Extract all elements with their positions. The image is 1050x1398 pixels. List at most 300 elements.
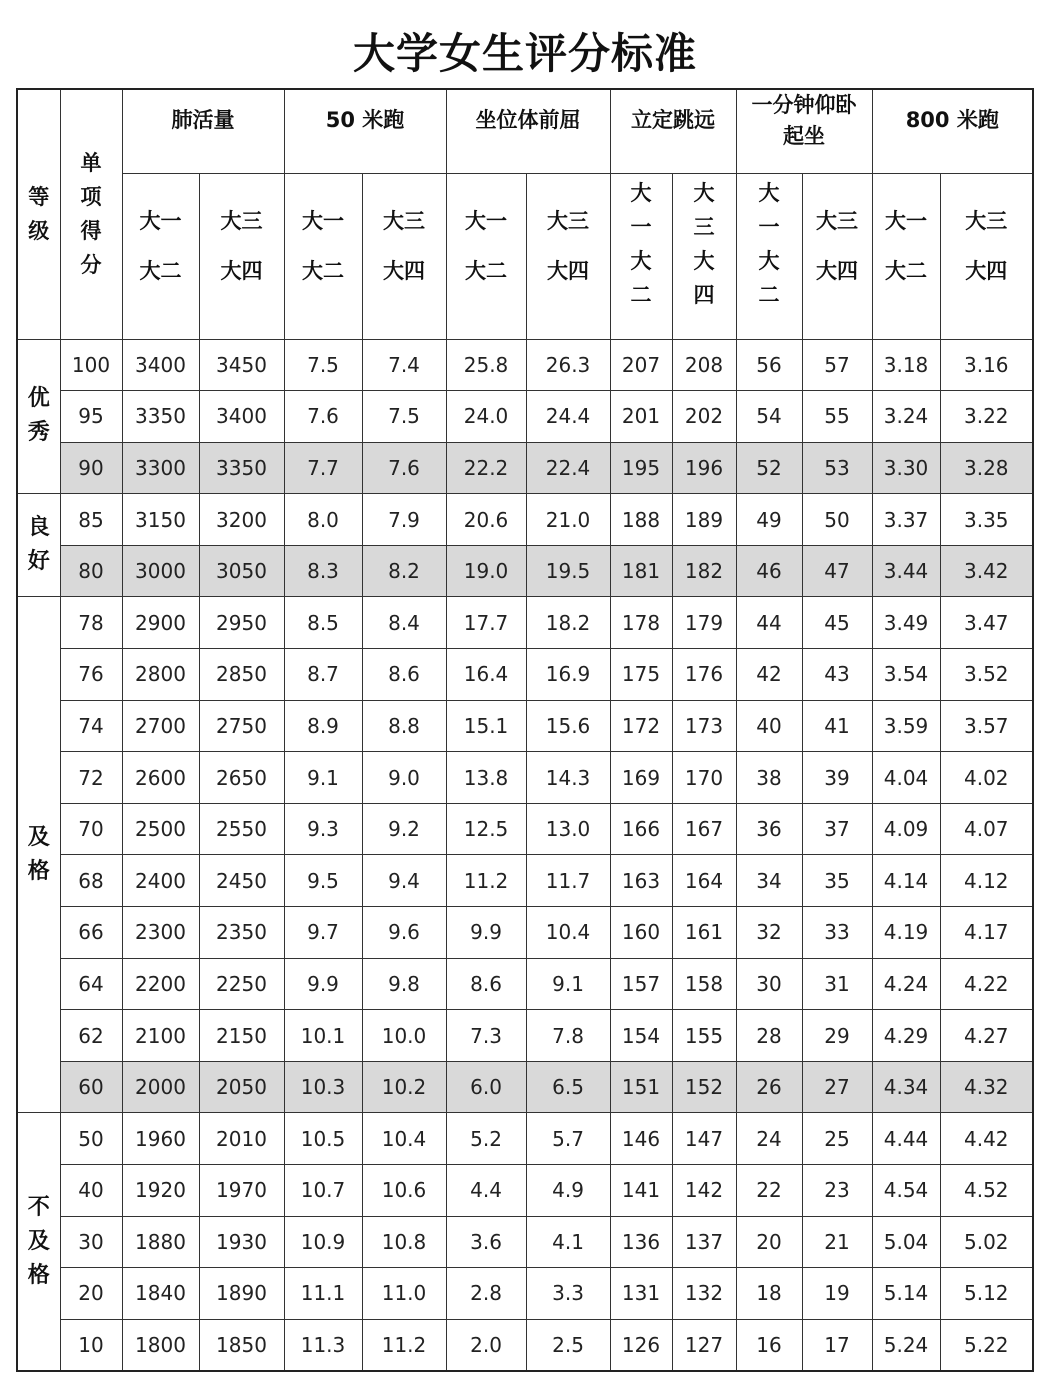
table-cell: 3.16	[940, 339, 1033, 391]
table-cell: 5.24	[872, 1319, 940, 1371]
table-cell: 127	[672, 1319, 736, 1371]
score-cell: 62	[60, 1010, 122, 1062]
grade-fail: 不 及 格	[17, 1113, 60, 1371]
table-row	[17, 597, 1033, 649]
table-cell: 3.24	[872, 391, 940, 443]
table-cell: 152	[672, 1061, 736, 1113]
table-cell: 8.9	[284, 700, 362, 752]
table-cell: 9.9	[446, 907, 526, 959]
table-cell: 1890	[199, 1268, 284, 1320]
table-cell: 3.52	[940, 649, 1033, 701]
table-cell: 3.57	[940, 700, 1033, 752]
subheader-year12: 大一 大二	[284, 173, 362, 339]
table-cell: 30	[736, 958, 802, 1010]
table-cell: 146	[610, 1113, 672, 1165]
table-cell: 53	[802, 442, 872, 494]
table-cell: 32	[736, 907, 802, 959]
subheader-row	[17, 173, 1033, 339]
table-cell: 3.42	[940, 545, 1033, 597]
table-cell: 9.2	[362, 803, 446, 855]
table-cell: 169	[610, 752, 672, 804]
table-cell: 161	[672, 907, 736, 959]
table-cell: 41	[802, 700, 872, 752]
table-cell: 16.9	[526, 649, 610, 701]
table-cell: 49	[736, 494, 802, 546]
table-cell: 136	[610, 1216, 672, 1268]
table-cell: 142	[672, 1165, 736, 1217]
table-cell: 3400	[199, 391, 284, 443]
table-cell: 25	[802, 1113, 872, 1165]
table-cell: 202	[672, 391, 736, 443]
table-cell: 3.35	[940, 494, 1033, 546]
table-row	[17, 1319, 1033, 1371]
scoring-table	[16, 88, 1034, 1372]
table-cell: 9.9	[284, 958, 362, 1010]
table-cell: 7.5	[362, 391, 446, 443]
table-cell: 3.22	[940, 391, 1033, 443]
table-cell: 201	[610, 391, 672, 443]
table-row	[17, 855, 1033, 907]
table-cell: 45	[802, 597, 872, 649]
table-cell: 12.5	[446, 803, 526, 855]
table-cell: 11.1	[284, 1268, 362, 1320]
table-row	[17, 752, 1033, 804]
subheader-year34: 大三 大四	[802, 173, 872, 339]
table-cell: 1970	[199, 1165, 284, 1217]
score-cell: 70	[60, 803, 122, 855]
table-cell: 16	[736, 1319, 802, 1371]
table-cell: 7.4	[362, 339, 446, 391]
table-cell: 4.4	[446, 1165, 526, 1217]
table-cell: 47	[802, 545, 872, 597]
table-cell: 195	[610, 442, 672, 494]
table-cell: 141	[610, 1165, 672, 1217]
table-cell: 189	[672, 494, 736, 546]
header-lung-capacity: 肺活量	[122, 89, 284, 173]
table-row	[17, 1268, 1033, 1320]
table-cell: 7.6	[362, 442, 446, 494]
table-cell: 55	[802, 391, 872, 443]
table-cell: 131	[610, 1268, 672, 1320]
table-cell: 5.7	[526, 1113, 610, 1165]
table-cell: 4.34	[872, 1061, 940, 1113]
table-cell: 22	[736, 1165, 802, 1217]
header-situps: 一分钟仰卧 起坐	[736, 89, 872, 173]
table-row	[17, 1061, 1033, 1113]
table-cell: 157	[610, 958, 672, 1010]
table-cell: 56	[736, 339, 802, 391]
table-cell: 2650	[199, 752, 284, 804]
table-row	[17, 339, 1033, 391]
table-cell: 6.5	[526, 1061, 610, 1113]
table-cell: 137	[672, 1216, 736, 1268]
table-cell: 43	[802, 649, 872, 701]
table-row	[17, 442, 1033, 494]
table-cell: 7.9	[362, 494, 446, 546]
table-cell: 7.8	[526, 1010, 610, 1062]
table-cell: 9.6	[362, 907, 446, 959]
table-cell: 176	[672, 649, 736, 701]
table-cell: 39	[802, 752, 872, 804]
table-cell: 2600	[122, 752, 199, 804]
table-cell: 4.07	[940, 803, 1033, 855]
subheader-year34: 大三 大四	[362, 173, 446, 339]
table-cell: 3400	[122, 339, 199, 391]
table-cell: 3.54	[872, 649, 940, 701]
table-cell: 2100	[122, 1010, 199, 1062]
score-cell: 85	[60, 494, 122, 546]
table-cell: 33	[802, 907, 872, 959]
table-cell: 9.1	[526, 958, 610, 1010]
table-cell: 178	[610, 597, 672, 649]
table-row	[17, 391, 1033, 443]
table-cell: 9.8	[362, 958, 446, 1010]
table-cell: 14.3	[526, 752, 610, 804]
table-cell: 3.18	[872, 339, 940, 391]
table-cell: 5.14	[872, 1268, 940, 1320]
table-cell: 24.0	[446, 391, 526, 443]
table-cell: 16.4	[446, 649, 526, 701]
header-score: 单 项 得 分	[60, 89, 122, 339]
table-cell: 126	[610, 1319, 672, 1371]
subheader-year34: 大三 大四	[199, 173, 284, 339]
table-row	[17, 907, 1033, 959]
table-cell: 10.4	[362, 1113, 446, 1165]
table-cell: 155	[672, 1010, 736, 1062]
table-cell: 8.8	[362, 700, 446, 752]
table-cell: 36	[736, 803, 802, 855]
table-cell: 21	[802, 1216, 872, 1268]
table-cell: 151	[610, 1061, 672, 1113]
subheader-year12-vertical: 大 一 大 二	[736, 173, 802, 339]
table-cell: 9.1	[284, 752, 362, 804]
table-cell: 5.2	[446, 1113, 526, 1165]
score-cell: 66	[60, 907, 122, 959]
header-grade: 等 级	[17, 89, 60, 339]
table-cell: 57	[802, 339, 872, 391]
table-cell: 3200	[199, 494, 284, 546]
table-cell: 4.32	[940, 1061, 1033, 1113]
table-cell: 4.04	[872, 752, 940, 804]
score-cell: 30	[60, 1216, 122, 1268]
table-cell: 11.7	[526, 855, 610, 907]
table-cell: 2500	[122, 803, 199, 855]
table-cell: 7.5	[284, 339, 362, 391]
table-cell: 3350	[122, 391, 199, 443]
table-cell: 29	[802, 1010, 872, 1062]
table-cell: 5.22	[940, 1319, 1033, 1371]
table-cell: 2300	[122, 907, 199, 959]
table-cell: 4.12	[940, 855, 1033, 907]
table-cell: 21.0	[526, 494, 610, 546]
table-cell: 2050	[199, 1061, 284, 1113]
table-row	[17, 1113, 1033, 1165]
table-cell: 10.5	[284, 1113, 362, 1165]
table-cell: 2350	[199, 907, 284, 959]
table-cell: 54	[736, 391, 802, 443]
table-cell: 9.3	[284, 803, 362, 855]
table-cell: 10.9	[284, 1216, 362, 1268]
table-cell: 10.0	[362, 1010, 446, 1062]
table-cell: 2.5	[526, 1319, 610, 1371]
table-cell: 1930	[199, 1216, 284, 1268]
table-cell: 20	[736, 1216, 802, 1268]
table-body	[17, 339, 1033, 1371]
table-cell: 3000	[122, 545, 199, 597]
table-cell: 1850	[199, 1319, 284, 1371]
table-cell: 10.3	[284, 1061, 362, 1113]
table-row	[17, 700, 1033, 752]
table-cell: 3.6	[446, 1216, 526, 1268]
table-cell: 9.5	[284, 855, 362, 907]
header-sit-and-reach: 坐位体前屈	[446, 89, 610, 173]
subheader-year34: 大三 大四	[940, 173, 1033, 339]
score-cell: 10	[60, 1319, 122, 1371]
table-cell: 19.5	[526, 545, 610, 597]
score-cell: 68	[60, 855, 122, 907]
table-cell: 2.8	[446, 1268, 526, 1320]
table-cell: 4.02	[940, 752, 1033, 804]
table-cell: 4.09	[872, 803, 940, 855]
table-cell: 8.0	[284, 494, 362, 546]
table-cell: 2850	[199, 649, 284, 701]
table-cell: 2400	[122, 855, 199, 907]
table-cell: 10.2	[362, 1061, 446, 1113]
table-cell: 42	[736, 649, 802, 701]
subheader-year12: 大一 大二	[872, 173, 940, 339]
table-cell: 160	[610, 907, 672, 959]
table-cell: 11.2	[362, 1319, 446, 1371]
score-cell: 80	[60, 545, 122, 597]
table-cell: 2800	[122, 649, 199, 701]
table-cell: 28	[736, 1010, 802, 1062]
table-cell: 4.24	[872, 958, 940, 1010]
score-cell: 64	[60, 958, 122, 1010]
table-cell: 24.4	[526, 391, 610, 443]
header-row	[17, 89, 1033, 173]
table-cell: 3.59	[872, 700, 940, 752]
table-row	[17, 494, 1033, 546]
table-cell: 27	[802, 1061, 872, 1113]
table-cell: 52	[736, 442, 802, 494]
table-cell: 154	[610, 1010, 672, 1062]
table-row	[17, 545, 1033, 597]
table-cell: 1880	[122, 1216, 199, 1268]
score-cell: 20	[60, 1268, 122, 1320]
table-cell: 2900	[122, 597, 199, 649]
table-cell: 166	[610, 803, 672, 855]
table-cell: 7.3	[446, 1010, 526, 1062]
score-cell: 78	[60, 597, 122, 649]
table-cell: 4.19	[872, 907, 940, 959]
score-cell: 50	[60, 1113, 122, 1165]
table-cell: 188	[610, 494, 672, 546]
table-cell: 207	[610, 339, 672, 391]
table-cell: 2150	[199, 1010, 284, 1062]
table-cell: 182	[672, 545, 736, 597]
score-cell: 90	[60, 442, 122, 494]
table-cell: 7.7	[284, 442, 362, 494]
table-cell: 3300	[122, 442, 199, 494]
table-cell: 4.22	[940, 958, 1033, 1010]
table-cell: 40	[736, 700, 802, 752]
table-cell: 1840	[122, 1268, 199, 1320]
score-cell: 40	[60, 1165, 122, 1217]
table-cell: 26	[736, 1061, 802, 1113]
table-cell: 23	[802, 1165, 872, 1217]
table-cell: 2010	[199, 1113, 284, 1165]
table-cell: 3.44	[872, 545, 940, 597]
table-cell: 8.6	[446, 958, 526, 1010]
table-cell: 26.3	[526, 339, 610, 391]
score-cell: 100	[60, 339, 122, 391]
table-cell: 3.37	[872, 494, 940, 546]
subheader-year12: 大一 大二	[122, 173, 199, 339]
subheader-year12: 大一 大二	[446, 173, 526, 339]
table-cell: 4.54	[872, 1165, 940, 1217]
table-cell: 9.4	[362, 855, 446, 907]
table-cell: 196	[672, 442, 736, 494]
table-cell: 3.30	[872, 442, 940, 494]
table-cell: 3.47	[940, 597, 1033, 649]
table-cell: 44	[736, 597, 802, 649]
table-cell: 8.6	[362, 649, 446, 701]
table-cell: 2950	[199, 597, 284, 649]
table-cell: 18.2	[526, 597, 610, 649]
table-cell: 46	[736, 545, 802, 597]
subheader-year12-vertical: 大 一 大 二	[610, 173, 672, 339]
table-row	[17, 958, 1033, 1010]
table-cell: 11.2	[446, 855, 526, 907]
table-cell: 11.0	[362, 1268, 446, 1320]
table-cell: 4.29	[872, 1010, 940, 1062]
grade-pass: 及 格	[17, 597, 60, 1113]
table-cell: 4.44	[872, 1113, 940, 1165]
score-cell: 95	[60, 391, 122, 443]
table-cell: 37	[802, 803, 872, 855]
table-cell: 2700	[122, 700, 199, 752]
table-cell: 3050	[199, 545, 284, 597]
table-cell: 4.1	[526, 1216, 610, 1268]
table-cell: 170	[672, 752, 736, 804]
score-cell: 76	[60, 649, 122, 701]
table-cell: 8.7	[284, 649, 362, 701]
table-cell: 50	[802, 494, 872, 546]
table-cell: 4.52	[940, 1165, 1033, 1217]
table-cell: 25.8	[446, 339, 526, 391]
table-cell: 8.4	[362, 597, 446, 649]
table-cell: 2200	[122, 958, 199, 1010]
table-cell: 4.9	[526, 1165, 610, 1217]
table-cell: 19.0	[446, 545, 526, 597]
table-cell: 158	[672, 958, 736, 1010]
table-cell: 164	[672, 855, 736, 907]
table-cell: 34	[736, 855, 802, 907]
page-title: 大学女生评分标准	[352, 29, 697, 78]
table-cell: 2000	[122, 1061, 199, 1113]
table-cell: 2.0	[446, 1319, 526, 1371]
table-cell: 132	[672, 1268, 736, 1320]
table-cell: 167	[672, 803, 736, 855]
table-cell: 3450	[199, 339, 284, 391]
table-cell: 9.7	[284, 907, 362, 959]
table-cell: 2550	[199, 803, 284, 855]
table-row	[17, 649, 1033, 701]
table-cell: 4.27	[940, 1010, 1033, 1062]
table-row	[17, 1010, 1033, 1062]
table-cell: 19	[802, 1268, 872, 1320]
table-cell: 179	[672, 597, 736, 649]
table-cell: 9.0	[362, 752, 446, 804]
table-cell: 3.28	[940, 442, 1033, 494]
table-cell: 18	[736, 1268, 802, 1320]
table-cell: 208	[672, 339, 736, 391]
table-cell: 5.04	[872, 1216, 940, 1268]
table-cell: 20.6	[446, 494, 526, 546]
table-cell: 6.0	[446, 1061, 526, 1113]
table-cell: 7.6	[284, 391, 362, 443]
score-cell: 60	[60, 1061, 122, 1113]
table-cell: 17	[802, 1319, 872, 1371]
table-row	[17, 1165, 1033, 1217]
table-row	[17, 1216, 1033, 1268]
table-cell: 10.7	[284, 1165, 362, 1217]
table-cell: 2250	[199, 958, 284, 1010]
table-cell: 8.5	[284, 597, 362, 649]
table-cell: 1960	[122, 1113, 199, 1165]
table-cell: 17.7	[446, 597, 526, 649]
table-cell: 11.3	[284, 1319, 362, 1371]
table-cell: 10.1	[284, 1010, 362, 1062]
header-800m-run: 800 米跑	[872, 89, 1033, 173]
table-cell: 163	[610, 855, 672, 907]
table-cell: 5.12	[940, 1268, 1033, 1320]
table-cell: 13.0	[526, 803, 610, 855]
table-cell: 3.49	[872, 597, 940, 649]
table-cell: 175	[610, 649, 672, 701]
table-cell: 10.8	[362, 1216, 446, 1268]
score-cell: 74	[60, 700, 122, 752]
table-cell: 13.8	[446, 752, 526, 804]
table-cell: 24	[736, 1113, 802, 1165]
table-cell: 1800	[122, 1319, 199, 1371]
table-cell: 4.14	[872, 855, 940, 907]
table-cell: 31	[802, 958, 872, 1010]
table-cell: 10.6	[362, 1165, 446, 1217]
table-cell: 38	[736, 752, 802, 804]
table-cell: 5.02	[940, 1216, 1033, 1268]
table-cell: 1920	[122, 1165, 199, 1217]
grade-good: 良 好	[17, 494, 60, 597]
table-cell: 22.4	[526, 442, 610, 494]
subheader-year34: 大三 大四	[526, 173, 610, 339]
table-cell: 10.4	[526, 907, 610, 959]
table-cell: 2750	[199, 700, 284, 752]
table-cell: 4.17	[940, 907, 1033, 959]
subheader-year34-vertical: 大 三 大 四	[672, 173, 736, 339]
table-cell: 181	[610, 545, 672, 597]
table-cell: 172	[610, 700, 672, 752]
table-cell: 3350	[199, 442, 284, 494]
table-cell: 3150	[122, 494, 199, 546]
table-cell: 15.1	[446, 700, 526, 752]
table-cell: 4.42	[940, 1113, 1033, 1165]
grade-excellent: 优 秀	[17, 339, 60, 494]
table-cell: 8.3	[284, 545, 362, 597]
table-cell: 3.3	[526, 1268, 610, 1320]
header-50m-run: 50 米跑	[284, 89, 446, 173]
header-standing-jump: 立定跳远	[610, 89, 736, 173]
